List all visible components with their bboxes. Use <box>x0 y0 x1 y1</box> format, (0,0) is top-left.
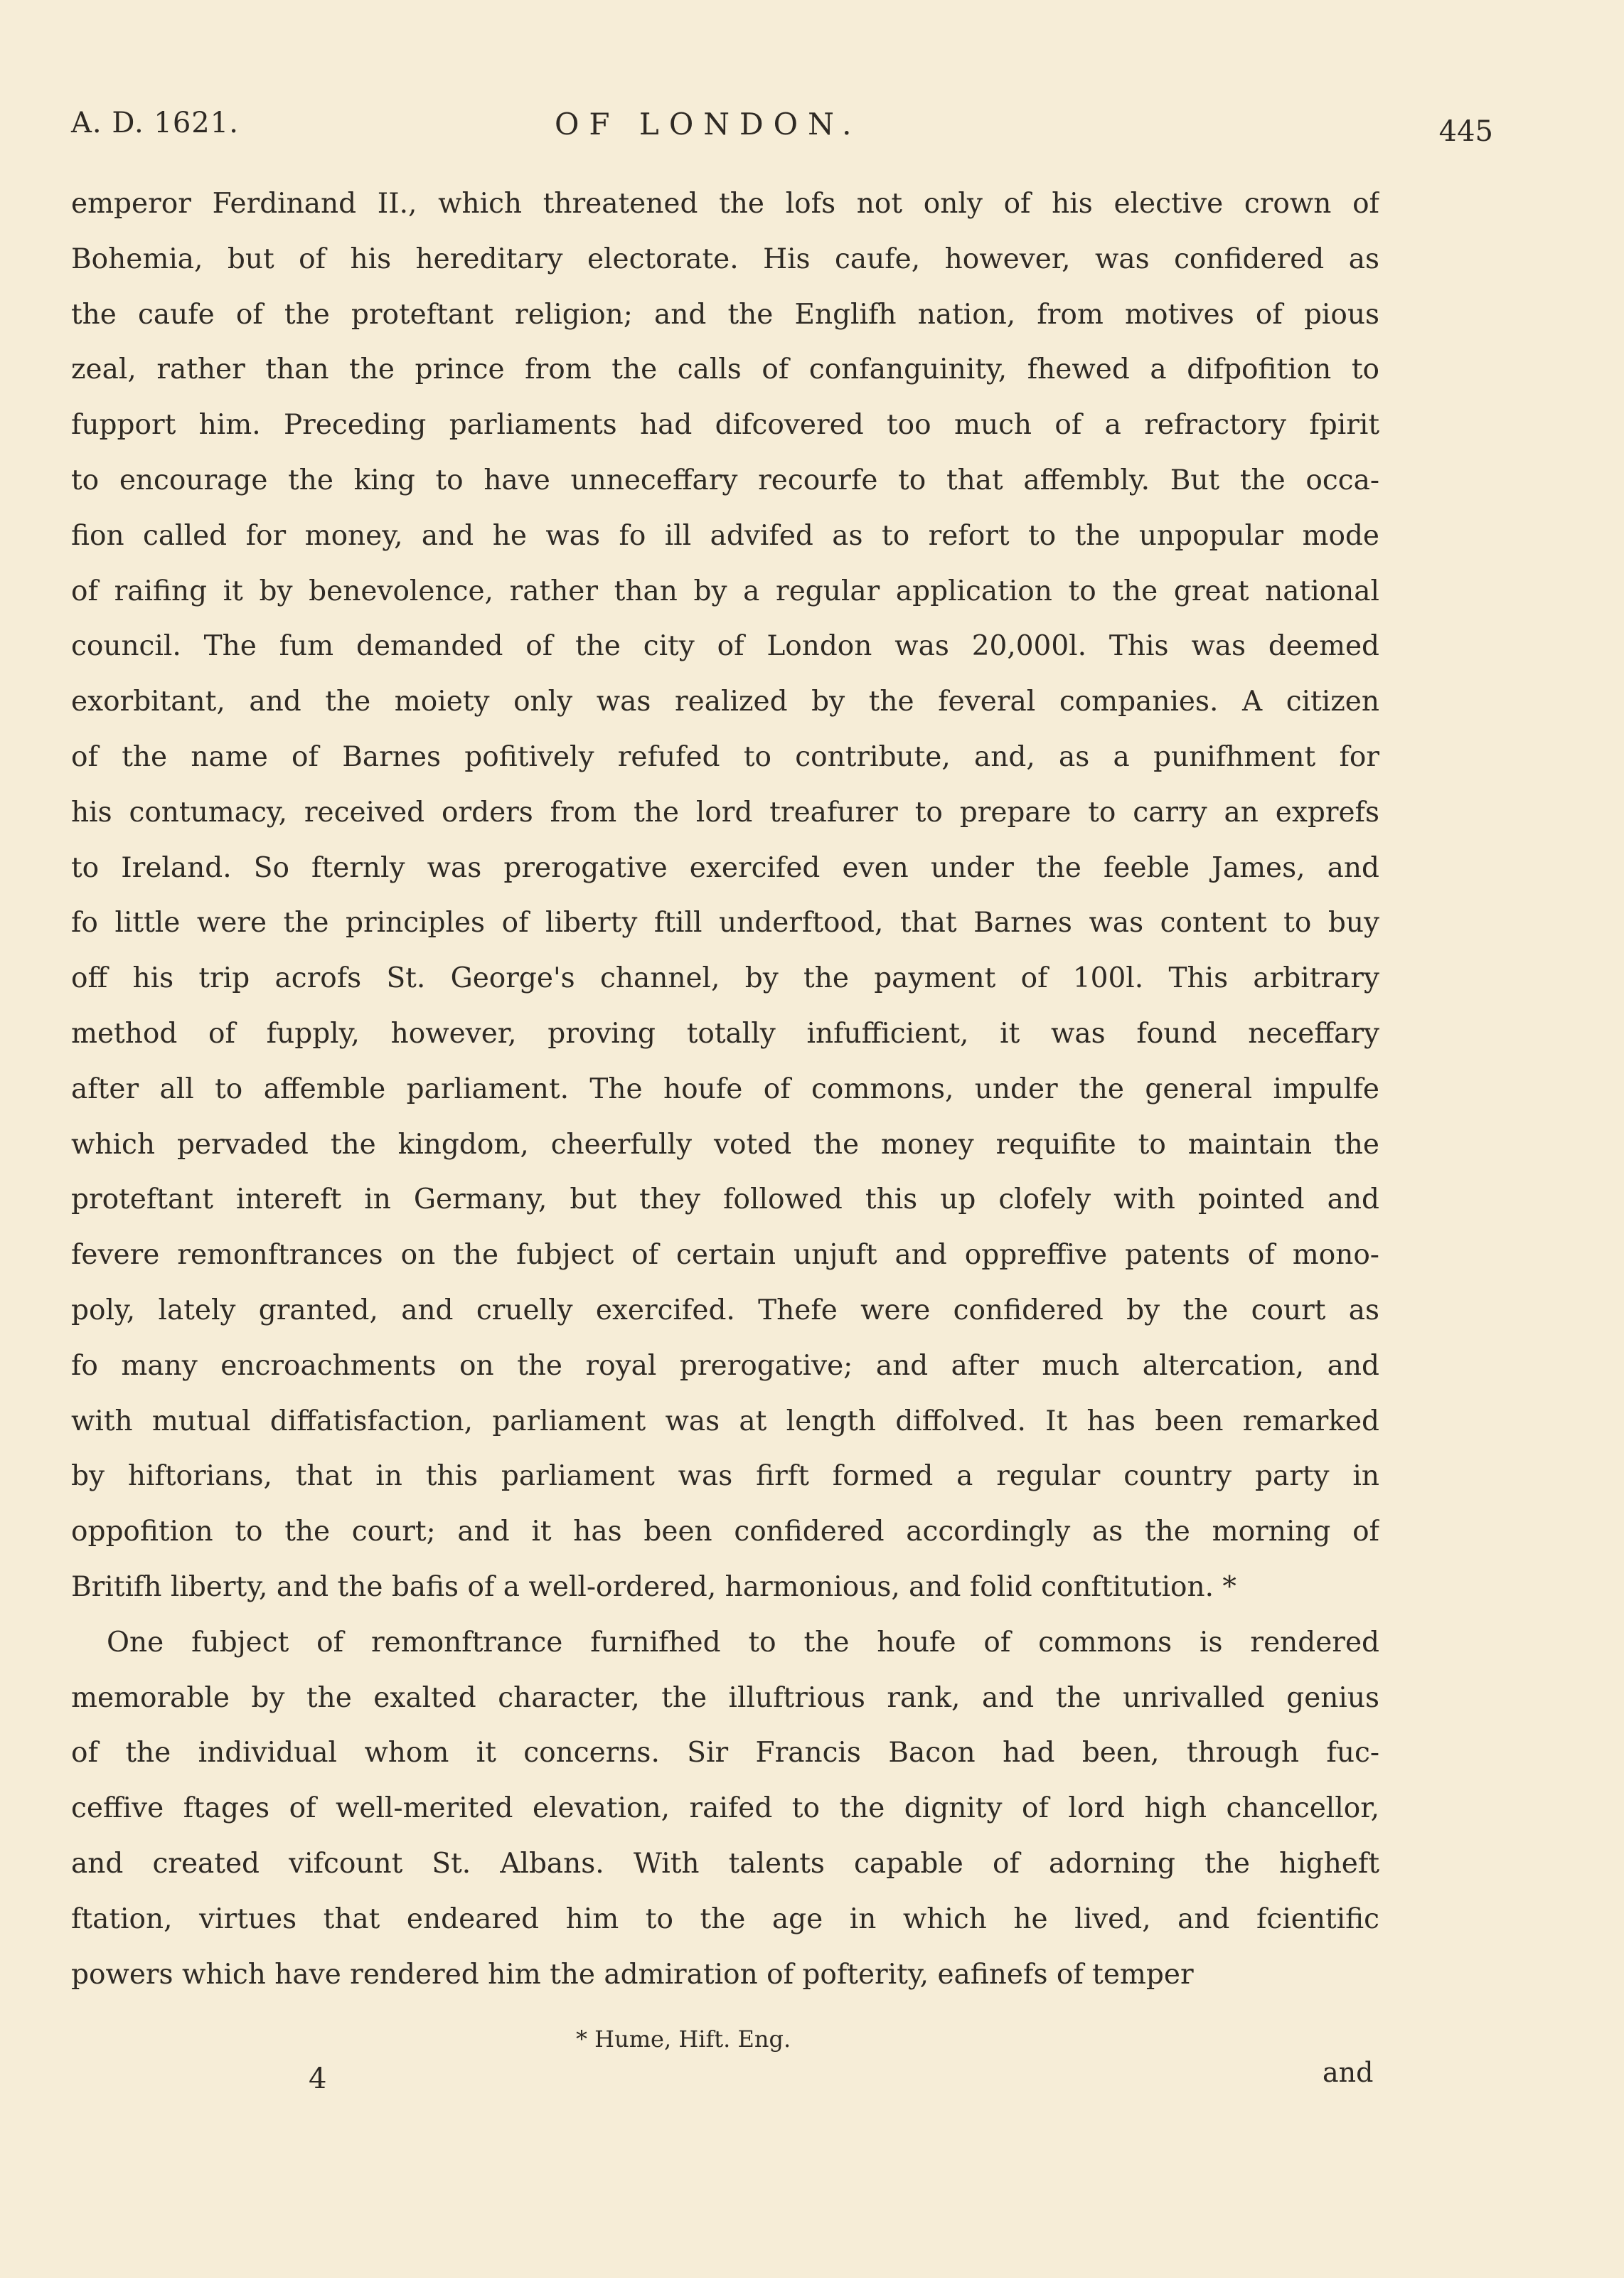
text-line: fo little were the principles of liberty ftill underftood, that Barnes was content to buy <box>71 907 1379 940</box>
text-line: after all to affemble parliament. The houfe of commons, under the general impulfe <box>71 1073 1379 1105</box>
text-line: ceffive ftages of well-merited elevation, raifed to the dignity of lord high chancellor, <box>71 1792 1379 1825</box>
text-line: to Ireland. So fternly was prerogative exercifed even under the feeble James, and <box>71 851 1379 884</box>
text-line: of raifing it by benevolence, rather than by a regular application to the great national <box>71 575 1379 607</box>
running-header <box>71 107 1493 156</box>
text-line: One fubject of remonftrance furnifhed to the houfe of commons is rendered <box>107 1626 1379 1659</box>
text-line: which pervaded the kingdom, cheerfully voted the money requifite to maintain the <box>71 1128 1379 1161</box>
text-line: fevere remonftrances on the fubject of certain unjuft and oppreffive patents of mono- <box>71 1239 1379 1272</box>
header-date: A. D. 1621. <box>71 107 239 139</box>
header-title: OF LONDON. <box>555 107 862 142</box>
text-line: of the name of Barnes pofitively refufed to contribute, and, as a punifhment for <box>71 740 1379 773</box>
text-line: with mutual diffatisfaction, parliament was at length diffolved. It has been remarked <box>71 1405 1379 1437</box>
text-line: council. The fum demanded of the city of London was 20,000l. This was deemed <box>71 630 1379 663</box>
text-line: method of fupply, however, proving totally infufficient, it was found neceffary <box>71 1017 1379 1050</box>
page-number: 445 <box>1438 115 1493 148</box>
text-line: the caufe of the proteftant religion; and the Englifh nation, from motives of pious <box>71 298 1379 331</box>
text-line: of the individual whom it concerns. Sir Francis Bacon had been, through fuc- <box>71 1737 1379 1769</box>
signature-mark: 4 <box>309 2063 327 2095</box>
text-line: fo many encroachments on the royal prerogative; and after much altercation, and <box>71 1349 1379 1382</box>
catchword: and <box>1323 2057 1374 2088</box>
text-line: his contumacy, received orders from the lord treafurer to prepare to carry an exprefs <box>71 796 1379 829</box>
text-line: zeal, rather than the prince from the calls of confanguinity, fhewed a difpofition to <box>71 353 1379 386</box>
text-line: poly, lately granted, and cruelly exercifed. Thefe were confidered by the court as <box>71 1294 1379 1326</box>
text-line: proteftant intereft in Germany, but they followed this up clofely with pointed and <box>71 1183 1379 1216</box>
text-line: by hiftorians, that in this parliament was firft formed a regular country party in <box>71 1460 1379 1493</box>
text-line: powers which have rendered him the admiration of pofterity, eafinefs of temper <box>71 1958 1194 1991</box>
text-line: Bohemia, but of his hereditary electorate. His caufe, however, was confidered as <box>71 243 1379 275</box>
text-line: fion called for money, and he was fo ill advifed as to refort to the unpopular mode <box>71 519 1379 552</box>
text-line: oppofition to the court; and it has been confidered accordingly as the morning of <box>71 1516 1379 1548</box>
text-line: emperor Ferdinand II., which threatened the lofs not only of his elective crown of <box>71 188 1379 220</box>
footnote: * Hume, Hift. Eng. <box>576 2026 791 2053</box>
text-line: Britifh liberty, and the bafis of a well-ordered, harmonious, and folid conftitution. * <box>71 1570 1236 1603</box>
text-line: fupport him. Preceding parliaments had difcovered too much of a refractory fpirit <box>71 409 1379 442</box>
text-line: exorbitant, and the moiety only was realized by the feveral companies. A citizen <box>71 686 1379 718</box>
text-line: memorable by the exalted character, the illuftrious rank, and the unrivalled genius <box>71 1681 1379 1714</box>
text-line: ftation, virtues that endeared him to the age in which he lived, and fcientific <box>71 1902 1379 1935</box>
text-line: and created vifcount St. Albans. With talents capable of adorning the higheft <box>71 1847 1379 1880</box>
body-text <box>71 176 1379 2002</box>
text-line: off his trip acrofs St. George's channel, by the payment of 100l. This arbitrary <box>71 962 1379 995</box>
text-line: to encourage the king to have unneceffary recourfe to that affembly. But the occa- <box>71 464 1379 496</box>
